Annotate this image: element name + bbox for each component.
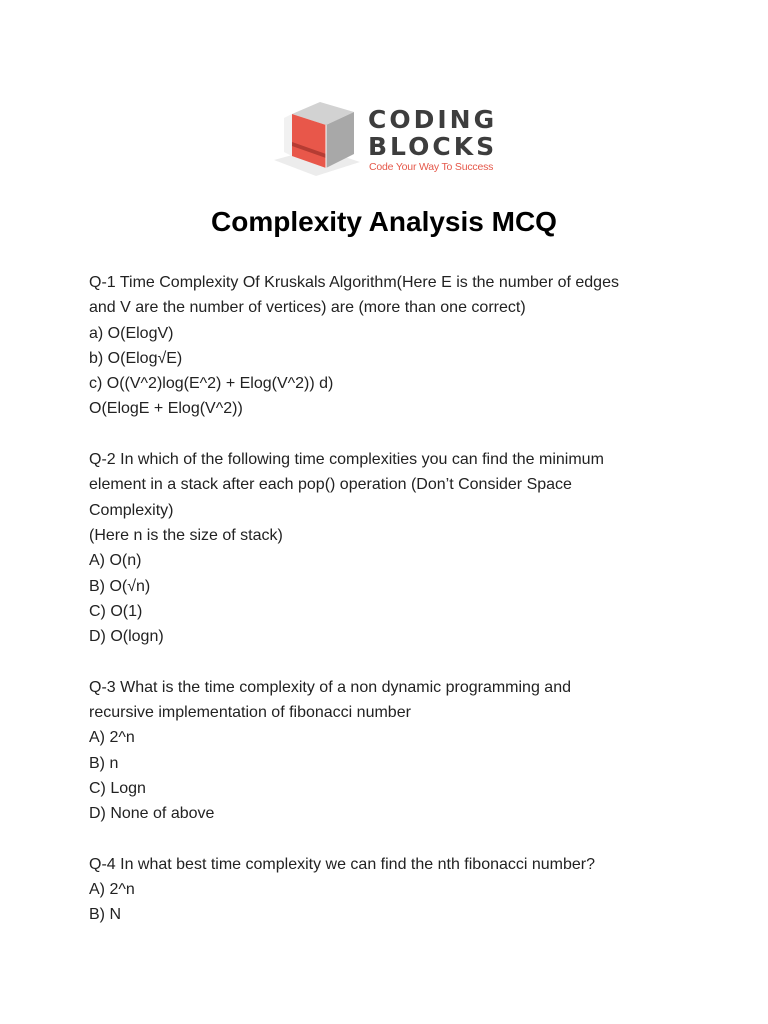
question-4	[89, 852, 689, 928]
logo-word-blocks: BLOCKS	[368, 132, 498, 161]
question-line: Q-1 Time Complexity Of Kruskals Algorithm(Here E is the number of edges	[89, 274, 619, 291]
answer-option: B) N	[89, 906, 121, 924]
answer-option: a) O(ElogV)	[89, 324, 174, 342]
logo-word-coding: CODING	[368, 105, 498, 134]
question-2	[89, 447, 689, 649]
answer-option: D) None of above	[89, 805, 215, 823]
answer-option: c) O((V^2)log(E^2) + Elog(V^2)) d)	[89, 375, 334, 393]
question-3	[89, 675, 689, 827]
question-line: Q-4 In what best time complexity we can find the nth fibonacci number?	[89, 855, 596, 873]
page-title: Complexity Analysis MCQ	[211, 206, 557, 237]
answer-option: C) Logn	[89, 779, 146, 797]
logo-tagline: Code Your Way To Success	[369, 161, 494, 173]
answer-option: A) 2^n	[89, 729, 135, 747]
question-line: (Here n is the size of stack)	[89, 526, 283, 544]
answer-option: A) 2^n	[89, 881, 135, 899]
answer-option: C) O(1)	[89, 602, 143, 620]
answer-option: D) O(logn)	[89, 628, 164, 646]
answer-option: B) n	[89, 754, 119, 772]
answer-option: b) O(Elog√E)	[89, 349, 183, 367]
coding-blocks-logo	[272, 98, 502, 178]
question-line: Q-3 What is the time complexity of a non dynamic programming and	[89, 678, 571, 696]
question-line: Q-2 In which of the following time complexities you can find the minimum	[89, 451, 604, 469]
answer-option: B) O(√n)	[89, 577, 151, 595]
cube-logo-icon	[272, 98, 362, 178]
logo-wordmark	[368, 106, 497, 160]
answer-option: A) O(n)	[89, 552, 142, 570]
answer-option: O(ElogE + Elog(V^2))	[89, 400, 243, 418]
question-line: and V are the number of vertices) are (more than one correct)	[89, 299, 526, 317]
question-line: element in a stack after each pop() operation (Don’t Consider Space	[89, 476, 572, 494]
question-1	[89, 270, 689, 422]
questions-list	[89, 270, 689, 953]
question-line: recursive implementation of fibonacci number	[89, 704, 411, 722]
question-line: Complexity)	[89, 501, 174, 519]
